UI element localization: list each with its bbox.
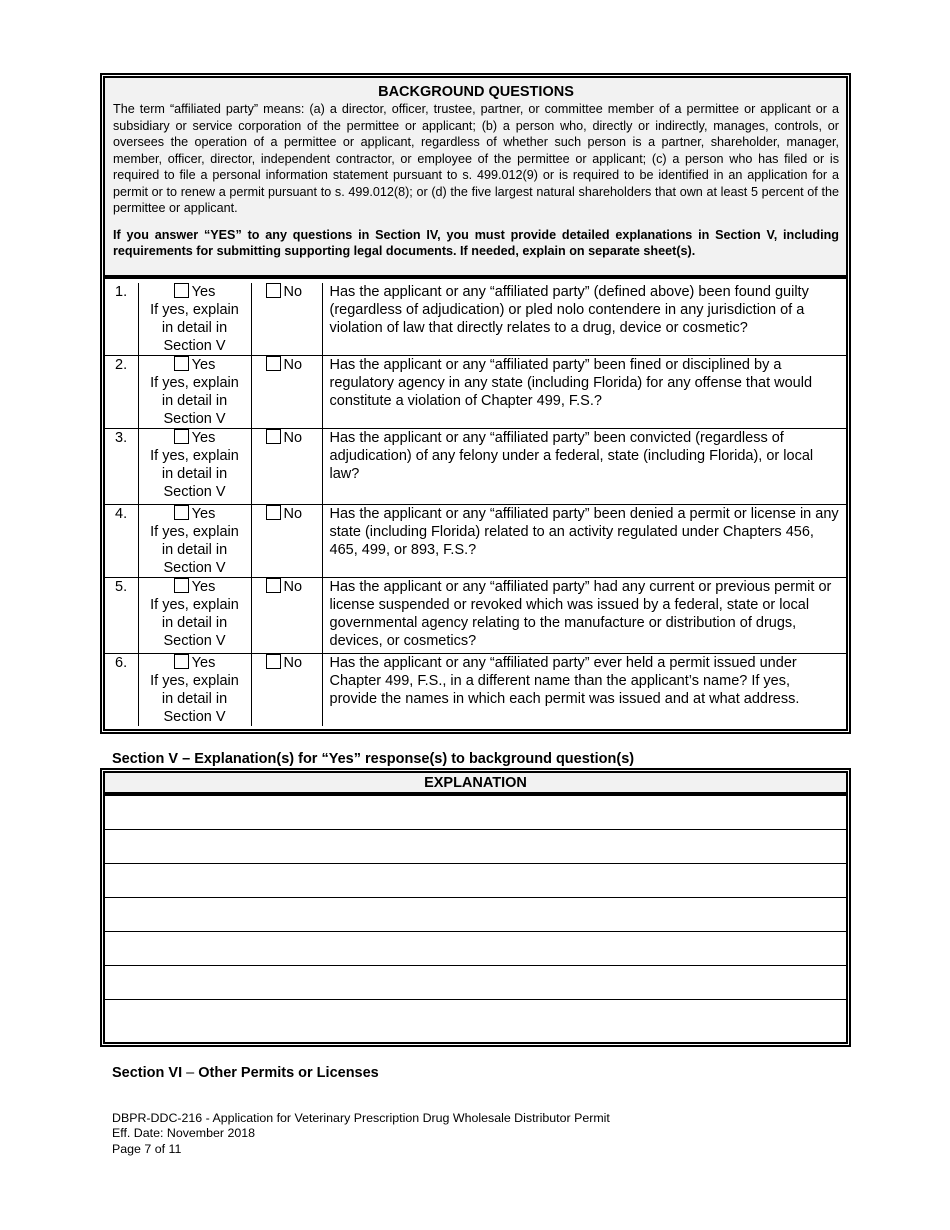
question-text: Has the applicant or any “affiliated party” ever held a permit issued under Chapter 499, F.S., in a different name than the applicant’s name? If yes, provide the names in which each permit was issued and at what address. [322,654,846,727]
explanation-box [100,768,851,1047]
no-checkbox[interactable] [266,578,281,593]
question-text: Has the applicant or any “affiliated party” been denied a permit or license in any state (including Florida) related to an activity regulated under Chapters 456, 465, 499, or 893, F.S.? [322,505,846,578]
yes-label: Yes [191,506,216,522]
yes-checkbox[interactable] [174,429,189,444]
explanation-line[interactable] [105,796,846,830]
question-text: Has the applicant or any “affiliated party” been convicted (regardless of adjudication) of any felony under a federal, state (including Florida), or local law? [322,429,846,505]
affiliated-party-definition: The term “affiliated party” means: (a) a director, officer, trustee, partner, or committee member of a permittee or applicant or a subsidiary or service corporation of the permittee or applicant; (b) a person who, directly or indirectly, manages, controls, or oversees the operation of a permittee or applicant, regardless of whether such person is a partner, shareholder, manager, member, officer, director, independent contractor, or employee of the permittee or applicant; (c) a person who has filed or is required to file a personal information statement pursuant to s. 499.012(9) or is required to be identified in an application for a permit or to renew a permit pursuant to s. 499.012(8); or (d) the five largest natural shareholders that own at least 5 percent of the permittee or applicant. [113,102,839,215]
explanation-line[interactable] [105,932,846,966]
no-label: No [283,284,303,300]
section-vi-title [112,1065,379,1081]
section-vi-name: Other Permits or Licenses [198,1065,379,1081]
no-checkbox[interactable] [266,356,281,371]
yes-label: Yes [191,655,216,671]
explain-line: in detail in [161,542,228,558]
yes-cell [138,578,251,654]
yes-checkbox[interactable] [174,283,189,298]
yes-label: Yes [191,579,216,595]
background-title: BACKGROUND QUESTIONS [378,84,574,100]
no-cell [251,578,322,654]
explain-line: in detail in [161,393,228,409]
question-row [105,578,846,654]
explain-line: If yes, explain [150,673,239,689]
section-v-title: Section V – Explanation(s) for “Yes” response(s) to background question(s) [112,751,635,767]
explanation-line[interactable] [105,966,846,1000]
no-label: No [283,579,303,595]
yes-cell [138,429,251,505]
yes-cell [138,356,251,429]
no-checkbox[interactable] [266,654,281,669]
page-number: Page 7 of 11 [112,1141,182,1156]
explain-line: Section V [163,484,226,500]
yes-cell [138,505,251,578]
no-cell [251,283,322,356]
question-row [105,356,846,429]
yes-label: Yes [191,357,216,373]
yes-checkbox[interactable] [174,505,189,520]
no-cell [251,505,322,578]
no-checkbox[interactable] [266,429,281,444]
question-number: 1. [115,284,128,300]
question-row [105,505,846,578]
no-checkbox[interactable] [266,505,281,520]
form-id: DBPR-DDC-216 - Application for Veterinary Prescription Drug Wholesale Distributor Permit [112,1111,610,1125]
section-vi-label: Section VI [112,1065,183,1081]
no-label: No [283,506,303,522]
page-footer [112,1111,610,1157]
question-text: Has the applicant or any “affiliated party” had any current or previous permit or license suspended or revoked which was issued by a federal, state or local governmental agency relating to the manufacture or distribution of drugs, devices, or cosmetics? [322,578,846,654]
explain-line: in detail in [161,466,228,482]
yes-cell [138,654,251,727]
effective-date: Eff. Date: November 2018 [112,1126,256,1141]
explain-line: in detail in [161,615,228,631]
no-cell [251,429,322,505]
explanation-header: EXPLANATION [105,773,846,796]
yes-checkbox[interactable] [174,578,189,593]
explain-line: Section V [163,338,226,354]
no-cell [251,356,322,429]
section-vi-separator: – [182,1065,199,1081]
explanation-line[interactable] [105,1000,846,1034]
explain-line: Section V [163,560,226,576]
no-label: No [283,430,303,446]
question-number: 2. [105,356,138,429]
explain-line: If yes, explain [150,524,239,540]
no-checkbox[interactable] [266,283,281,298]
question-text: Has the applicant or any “affiliated party” (defined above) been found guilty (regardless of adjudication) or pled nolo contendere in any jurisdiction of a violation of law that directly relates to a drug, device or cosmetic? [322,283,846,356]
question-row [105,429,846,505]
explain-line: Section V [163,411,226,427]
yes-cell [138,283,251,356]
explain-line: Section V [163,709,226,725]
explanation-line[interactable] [105,864,846,898]
explain-line: in detail in [161,691,228,707]
explanation-line[interactable] [105,830,846,864]
yes-checkbox[interactable] [174,356,189,371]
question-text: Has the applicant or any “affiliated party” been fined or disciplined by a regulatory agency in any state (including Florida) for any offense that would constitute a violation of Chapter 499, F.S.? [322,356,846,429]
explanation-line[interactable] [105,898,846,932]
background-questions-box [100,73,851,734]
questions-table [105,283,846,726]
explain-line: If yes, explain [150,375,239,391]
explain-line: If yes, explain [150,597,239,613]
explain-line: Section V [163,633,226,649]
no-label: No [283,655,303,671]
question-row [105,654,846,727]
question-number: 3. [105,429,138,505]
background-header [105,78,846,279]
section-instruction: If you answer “YES” to any questions in Section IV, you must provide detailed explanations in Section V, including requirements for submitting supporting legal documents. If needed, explain on separate sheet(s). [113,227,839,258]
yes-label: Yes [191,430,216,446]
yes-label: Yes [191,284,216,300]
no-cell [251,654,322,727]
explain-line: If yes, explain [150,302,239,318]
question-row [105,283,846,356]
question-number: 5. [105,578,138,654]
question-number: 4. [105,505,138,578]
yes-checkbox[interactable] [174,654,189,669]
explain-line: in detail in [161,320,228,336]
question-number: 6. [105,654,138,727]
explain-line: If yes, explain [150,448,239,464]
no-label: No [283,357,303,373]
